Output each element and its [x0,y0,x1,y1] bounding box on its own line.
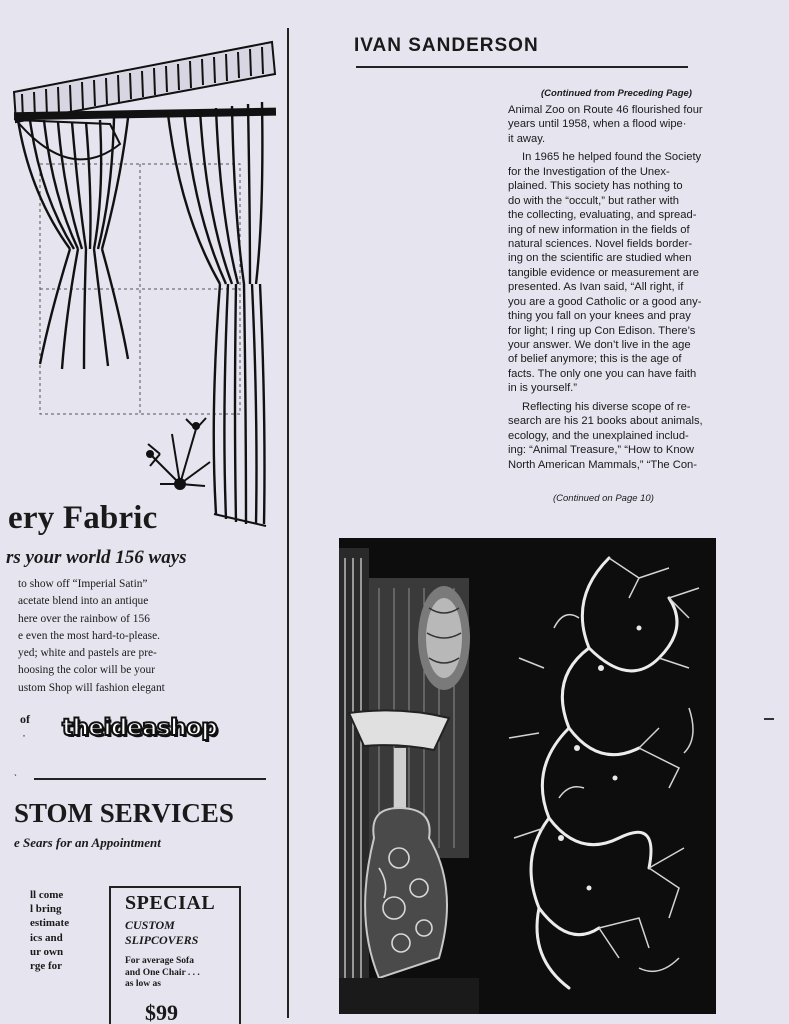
article-line: facts. The only one you can have faith [508,367,697,380]
article-line: presented. As Ivan said, “All right, if [508,281,684,294]
article-line: Animal Zoo on Route 46 flourished four [508,104,703,116]
article-line: In 1965 he helped found the Society [522,151,702,164]
article-line: years until 1958, when a flood wipe· [508,118,687,131]
services-heading: STOM SERVICES [14,798,234,828]
ad-small-line: l bring [30,903,62,916]
special-text-line: For average Sofa [125,956,194,966]
article-line: you are a good Catholic or a good any- [508,295,702,308]
ad-of-text: of [20,712,30,726]
special-text-line: as low as [125,979,161,989]
article-line: search are his 21 books about animals, [508,415,703,428]
article-line: North American Mammals,” “The Con- [508,458,697,471]
ad-subhead: rs your world 156 ways [6,547,187,568]
ad-small-line: rge for [30,960,63,973]
curtain-illustration [0,14,280,534]
ad-body-line: acetate blend into an antique [18,595,149,608]
article-line: in is yourself.” [508,382,578,395]
special-text [125,956,200,991]
ad-small-line: ll come [30,889,64,901]
ad-small-line: ics and [30,931,63,944]
special-line-custom: CUSTOM [125,918,175,932]
article-line: the collecting, evaluating, and spread- [508,209,697,222]
idea-shop-logo: theideashop [62,715,218,741]
article-line: plained. This society has nothing to [508,180,683,193]
print-mark: ˎ [14,766,18,777]
article-line: for the Investigation of the Unex- [508,165,670,178]
article-line: ing of new information in the fields of [508,223,690,236]
dragon-photo [339,538,716,1014]
article-line: ing on the scientific are studied when [508,252,692,265]
ad-small-copy [30,888,90,973]
ad-dot: · [22,728,26,742]
article-line: do with the “occult,” but rather with [508,194,679,207]
ad-body-line: here over the rainbow of 156 [18,612,150,625]
special-line-slipcovers: SLIPCOVERS [125,933,199,947]
special-title: SPECIAL [125,892,216,914]
article-line: your answer. We don’t live in the age [508,339,691,351]
ad-body-line: ustom Shop will fashion elegant [18,681,165,694]
continued-from-note: (Continued from Preceding Page) [541,88,692,99]
ad-body-copy [18,576,248,697]
fabric-advertisement [0,0,280,1024]
article-body [508,103,742,472]
article-line: thing you fall on your knees and pray [508,310,691,323]
ad-body-line: yed; white and pastels are pre- [18,647,157,660]
ad-headline: ery Fabric [8,500,158,536]
ad-body-line: hoosing the color will be your [18,664,155,677]
ad-small-line: estimate [30,917,70,930]
ad-body-line: e even the most hard-to-please. [18,629,161,642]
dragon-photo-art [339,538,716,1014]
article-line: for light; I ring up Con Edison. There’s [508,324,696,337]
article-line: ecology, and the unexplained includ- [508,429,689,442]
special-text-line: and One Chair . . . [125,967,200,978]
article-line: natural sciences. Novel fields border- [508,237,693,250]
special-price: $99 [145,1000,178,1024]
article-title: IVAN SANDERSON [354,35,539,56]
article-line: it away. [508,132,546,145]
article-line: Reflecting his diverse scope of re- [522,400,691,413]
column-divider [287,28,289,1018]
special-offer-box [109,886,241,1024]
article-line: ing: “Animal Treasure,” “How to Know [508,444,694,457]
services-subheading: e Sears for an Appointment [14,835,161,850]
ad-body-line: to show off “Imperial Satin” [18,578,148,590]
article-line: of belief anymore; this is the age of [508,353,682,366]
ad-small-line: ur own [30,945,64,958]
continued-on-note: (Continued on Page 10) [553,493,654,504]
margin-mark [764,718,774,720]
ad-divider [34,778,266,780]
title-underline [356,66,688,68]
article-line: tangible evidence or measurement are [508,266,699,279]
